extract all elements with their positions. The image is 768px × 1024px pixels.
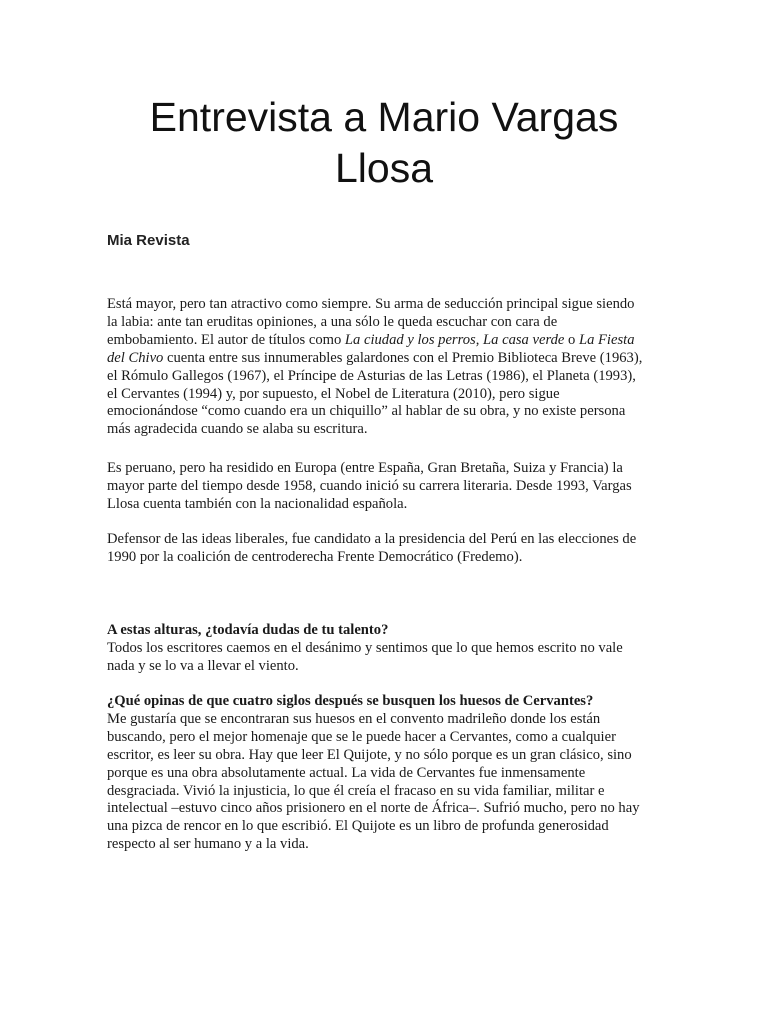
text-run: o bbox=[564, 331, 579, 348]
text-line: el Cervantes (1994) y, por supuesto, el Nobel de Literatura (2010), pero sigue bbox=[107, 385, 560, 402]
text-line: Está mayor, pero tan atractivo como siempre. Su arma de seducción principal sigue siendo bbox=[107, 296, 635, 312]
title-line: Llosa bbox=[334, 145, 433, 191]
title-line: Entrevista a Mario Vargas bbox=[149, 94, 619, 140]
text-run: , bbox=[475, 331, 484, 348]
text-line: Es peruano, pero ha residido en Europa (entre España, Gran Bretaña, Suiza y Francia) la bbox=[107, 460, 623, 476]
intro-paragraph bbox=[107, 296, 667, 439]
document-title bbox=[108, 92, 660, 194]
interview-question: ¿Qué opinas de que cuatro siglos después se busquen los huesos de Cervantes? bbox=[107, 693, 594, 709]
text-line: más agradecida cuando se alaba su escritura. bbox=[107, 421, 368, 438]
answer-line: Todos los escritores caemos en el desánimo y sentimos que lo que hemos escrito no vale bbox=[107, 639, 623, 656]
magazine-name: Mia Revista bbox=[107, 232, 190, 249]
answer-line: desgraciada. Vivió la injusticia, lo que él creía el fracaso en su vida familiar, militar e bbox=[107, 782, 605, 799]
text-line: mayor parte del tiempo desde 1958, cuando inició su carrera literaria. Desde 1993, Vargas bbox=[107, 477, 632, 494]
book-title: La ciudad y los perros bbox=[344, 331, 476, 348]
answer-line: porque es una obra absolutamente actual. La vida de Cervantes fue inmensamente bbox=[107, 764, 586, 781]
text-line bbox=[107, 350, 667, 368]
text-run: embobamiento. El autor de títulos como bbox=[107, 331, 345, 348]
book-title: La casa verde bbox=[483, 331, 565, 348]
text-line bbox=[107, 332, 667, 350]
answer-line: nada y se lo va a llevar el viento. bbox=[107, 657, 299, 674]
text-line: el Rómulo Gallegos (1967), el Príncipe de Asturias de las Letras (1986), el Planeta (1993), bbox=[107, 367, 636, 384]
qa-block bbox=[107, 693, 667, 854]
intro-paragraph bbox=[107, 460, 667, 514]
answer-line: una pizca de rencor en lo que escribió. El Quijote es un libro de profunda generosidad bbox=[107, 818, 609, 835]
text-line: Llosa cuenta también con la nacionalidad española. bbox=[107, 495, 408, 512]
text-run: cuenta entre sus innumerables galardones con el Premio Biblioteca Breve (1963), bbox=[163, 349, 643, 366]
answer-line: Me gustaría que se encontraran sus huesos en el convento madrileño donde los están bbox=[107, 710, 601, 727]
book-title: del Chivo bbox=[107, 349, 164, 366]
answer-line: respecto al ser humano y a la vida. bbox=[107, 836, 309, 853]
answer-line: buscando, pero el mejor homenaje que se le puede hacer a Cervantes, como a cualquier bbox=[107, 728, 616, 745]
intro-paragraph bbox=[107, 531, 667, 567]
text-line: emocionándose “como cuando era un chiquillo” al hablar de su obra, y no existe persona bbox=[107, 403, 626, 420]
book-title: La Fiesta bbox=[578, 331, 635, 348]
qa-block bbox=[107, 622, 667, 676]
interview-question: A estas alturas, ¿todavía dudas de tu talento? bbox=[107, 622, 389, 638]
text-line: Defensor de las ideas liberales, fue candidato a la presidencia del Perú en las elecciones de bbox=[107, 531, 637, 547]
text-line: 1990 por la coalición de centroderecha Frente Democrático (Fredemo). bbox=[107, 548, 523, 565]
text-line: la labia: ante tan eruditas opiniones, a una sólo le queda escuchar con cara de bbox=[107, 313, 558, 330]
answer-line: intelectual –estuvo cinco años prisionero en el norte de África–. Sufrió mucho, pero no hay bbox=[107, 800, 640, 817]
answer-line: escritor, es leer su obra. Hay que leer El Quijote, y no sólo porque es un gran clásico, sino bbox=[107, 746, 632, 763]
